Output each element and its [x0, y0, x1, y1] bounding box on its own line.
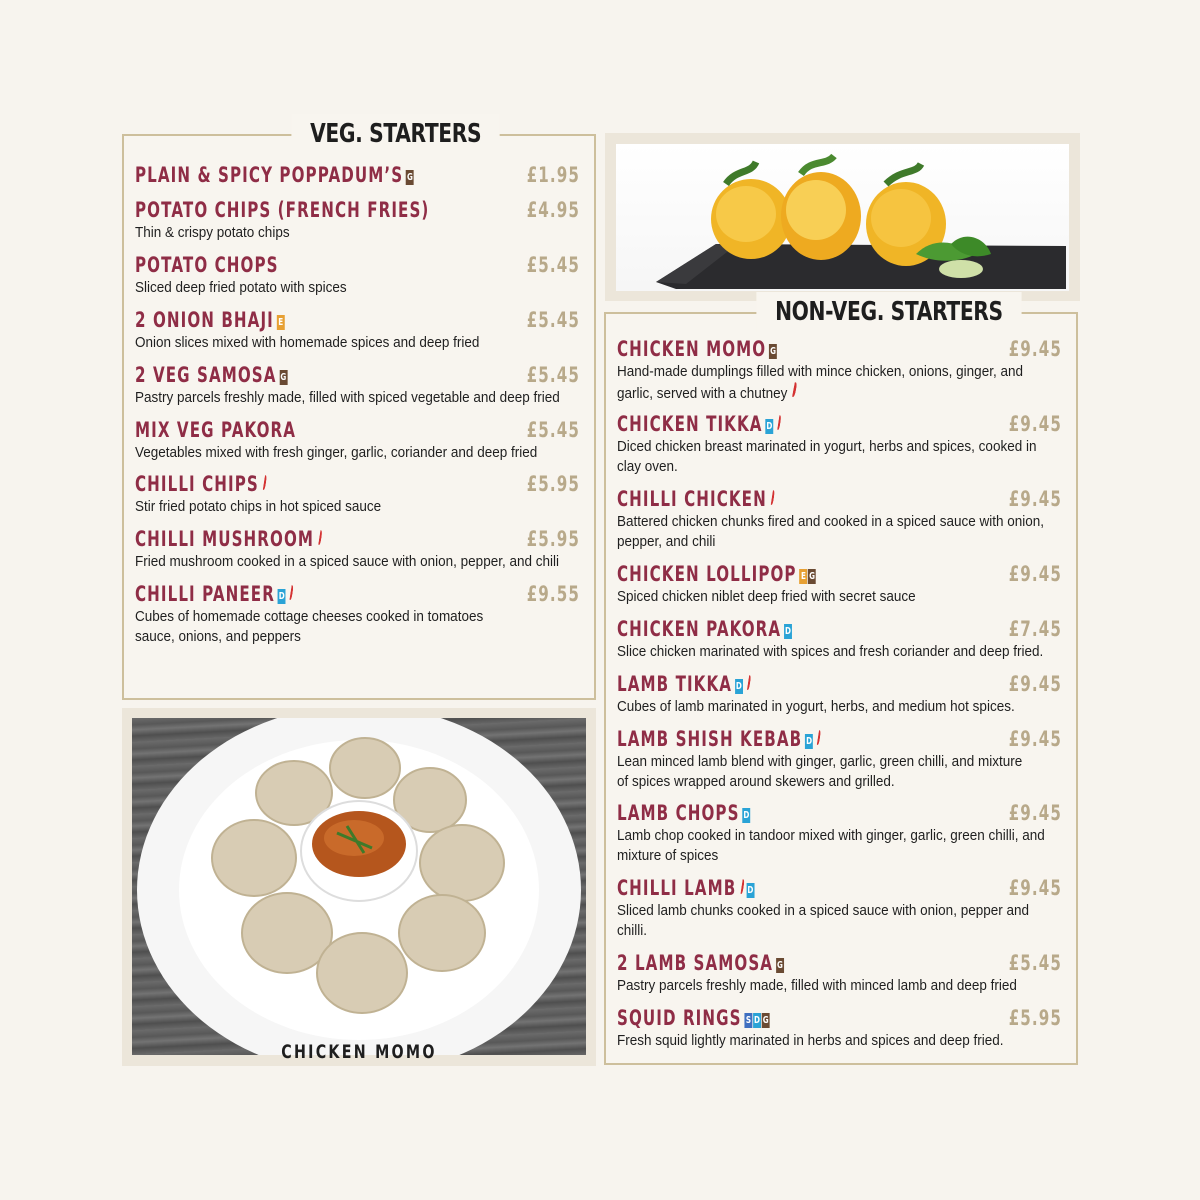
chicken-momo-photo-frame [122, 708, 596, 1066]
item-name: CHICKEN TIKKA [617, 412, 763, 436]
onion-bhaji-photo [616, 144, 1069, 291]
item-name: CHILLI CHIPS [135, 472, 259, 496]
chicken-momo-image [132, 718, 586, 1055]
onion-bhaji-photo-frame [605, 133, 1080, 301]
menu-item [617, 486, 1062, 561]
dairy-badge: D [785, 626, 792, 637]
veg-starters-title: VEG. STARTERS [291, 114, 500, 154]
item-description: Pastry parcels freshly made, filled with spiced vegetable and deep fried [135, 389, 560, 406]
item-name: 2 ONION BHAJI [135, 308, 274, 332]
item-description: Battered chicken chunks fired and cooked in a spiced sauce with onion, pepper, and chili [617, 513, 1045, 550]
item-price: £9.45 [1008, 672, 1062, 696]
item-price: £9.45 [1008, 801, 1062, 825]
item-description: Hand-made dumplings filled with mince chicken, onions, ginger, and garlic, served with a chutney [617, 363, 1023, 402]
item-price: £5.45 [526, 253, 580, 277]
chili-icon [261, 475, 267, 491]
gluten-badge: G [809, 571, 816, 582]
chili-icon [739, 879, 745, 895]
chili-icon [776, 415, 782, 431]
menu-item [135, 362, 580, 417]
dairy-badge: D [806, 736, 813, 747]
menu-item [617, 800, 1062, 875]
item-description: Fresh squid lightly marinated in herbs and spices and deep fried. [617, 1032, 1004, 1049]
chili-icon [790, 382, 797, 398]
item-price: £9.45 [1008, 337, 1062, 361]
menu-item [617, 671, 1062, 726]
menu-item [617, 616, 1062, 671]
egg-badge: E [800, 571, 806, 582]
menu-item [617, 561, 1062, 616]
item-description: Lean minced lamb blend with ginger, garlic, green chilli, and mixture of spices wrapped around skewers and grilled. [617, 753, 1023, 790]
item-name: 2 VEG SAMOSA [135, 363, 277, 387]
item-name: CHICKEN MOMO [617, 337, 767, 361]
item-price: £5.95 [1008, 1006, 1062, 1030]
menu-item [135, 471, 580, 526]
item-description: Slice chicken marinated with spices and fresh coriander and deep fried. [617, 643, 1044, 660]
nonveg-items-list [617, 336, 1062, 1051]
item-description: Cubes of lamb marinated in yogurt, herbs, and medium hot spices. [617, 698, 1015, 715]
item-name: CHICKEN LOLLIPOP [617, 562, 797, 586]
menu-item [135, 162, 580, 197]
item-description: Cubes of homemade cottage cheeses cooked in tomatoes sauce, onions, and peppers [135, 608, 484, 645]
item-description: Fried mushroom cooked in a spiced sauce with onion, pepper, and chili [135, 553, 559, 570]
item-name: CHICKEN PAKORA [617, 617, 782, 641]
item-name: LAMB SHISH KEBAB [617, 727, 803, 751]
item-name: CHILLI MUSHROOM [135, 527, 314, 551]
menu-item [617, 875, 1062, 950]
dairy-badge: D [735, 681, 742, 692]
gluten-badge: G [762, 1015, 769, 1026]
menu-item [617, 336, 1062, 411]
item-name: MIX VEG PAKORA [135, 418, 297, 442]
item-name: LAMB CHOPS [617, 801, 740, 825]
gluten-badge: G [776, 960, 783, 971]
chili-icon [816, 730, 822, 746]
chili-icon [769, 490, 775, 506]
veg-starters-panel [122, 119, 596, 700]
dairy-badge: D [766, 421, 773, 432]
item-description: Sliced lamb chunks cooked in a spiced sauce with onion, pepper and chilli. [617, 902, 1030, 939]
item-price: £9.45 [1008, 412, 1062, 436]
item-name: CHILLI PANEER [135, 582, 275, 606]
seafood-badge: S [745, 1015, 751, 1026]
nonveg-starters-panel [604, 297, 1078, 1065]
veg-items-list [135, 162, 580, 647]
menu-item [617, 1005, 1062, 1051]
item-description: Vegetables mixed with fresh ginger, garlic, coriander and deep fried [135, 444, 538, 461]
item-description: Lamb chop cooked in tandoor mixed with ginger, garlic, green chilli, and mixture of spices [617, 827, 1045, 864]
menu-item [617, 950, 1062, 1005]
menu-item [135, 197, 580, 252]
item-name: POTATO CHOPS [135, 253, 279, 277]
item-price: £9.45 [1008, 487, 1062, 511]
item-price: £5.45 [526, 418, 580, 442]
item-description: Thin & crispy potato chips [135, 224, 290, 241]
menu-item [135, 307, 580, 362]
item-price: £7.45 [1008, 617, 1062, 641]
dairy-badge: D [743, 810, 750, 821]
item-price: £9.45 [1008, 562, 1062, 586]
item-price: £5.45 [1008, 951, 1062, 975]
item-price: £1.95 [526, 163, 580, 187]
item-price: £5.95 [526, 472, 580, 496]
item-price: £9.45 [1008, 727, 1062, 751]
dairy-badge: D [747, 885, 754, 896]
item-description: Pastry parcels freshly made, filled with minced lamb and deep fried [617, 977, 1017, 994]
photo-caption: CHICKEN MOMO [281, 1041, 437, 1063]
egg-badge: E [278, 317, 284, 328]
item-name: SQUID RINGS [617, 1006, 742, 1030]
item-name: 2 LAMB SAMOSA [617, 951, 774, 975]
dairy-badge: D [278, 591, 285, 602]
item-name: PLAIN & SPICY POPPADUM’S [135, 163, 404, 187]
item-description: Spiced chicken niblet deep fried with secret sauce [617, 588, 916, 605]
item-name: CHILLI CHICKEN [617, 487, 767, 511]
item-name: POTATO CHIPS (FRENCH FRIES) [135, 198, 430, 222]
chili-icon [288, 585, 294, 601]
chili-icon [745, 675, 751, 691]
item-price: £5.45 [526, 308, 580, 332]
onion-bhaji-image [616, 144, 1069, 291]
item-description: Onion slices mixed with homemade spices and deep fried [135, 334, 480, 351]
menu-item [135, 417, 580, 471]
item-name: LAMB TIKKA [617, 672, 733, 696]
nonveg-starters-title: NON-VEG. STARTERS [756, 292, 1021, 332]
gluten-badge: G [280, 372, 287, 383]
item-price: £4.95 [526, 198, 580, 222]
item-description: Diced chicken breast marinated in yogurt, herbs and spices, cooked in clay oven. [617, 438, 1037, 475]
item-price: £9.45 [1008, 876, 1062, 900]
item-price: £9.55 [526, 582, 580, 606]
item-name: CHILLI LAMB [617, 876, 737, 900]
menu-item [135, 526, 580, 581]
menu-item [135, 252, 580, 307]
menu-item [617, 726, 1062, 800]
item-price: £5.95 [526, 527, 580, 551]
gluten-badge: G [770, 346, 776, 357]
chicken-momo-photo [132, 718, 586, 1055]
gluten-badge: G [407, 172, 413, 183]
chili-icon [317, 530, 323, 546]
item-price: £5.45 [526, 363, 580, 387]
item-description: Sliced deep fried potato with spices [135, 279, 347, 296]
menu-item [135, 581, 580, 647]
item-description: Stir fried potato chips in hot spiced sauce [135, 498, 382, 515]
dairy-badge: D [754, 1015, 761, 1026]
menu-item [617, 411, 1062, 486]
